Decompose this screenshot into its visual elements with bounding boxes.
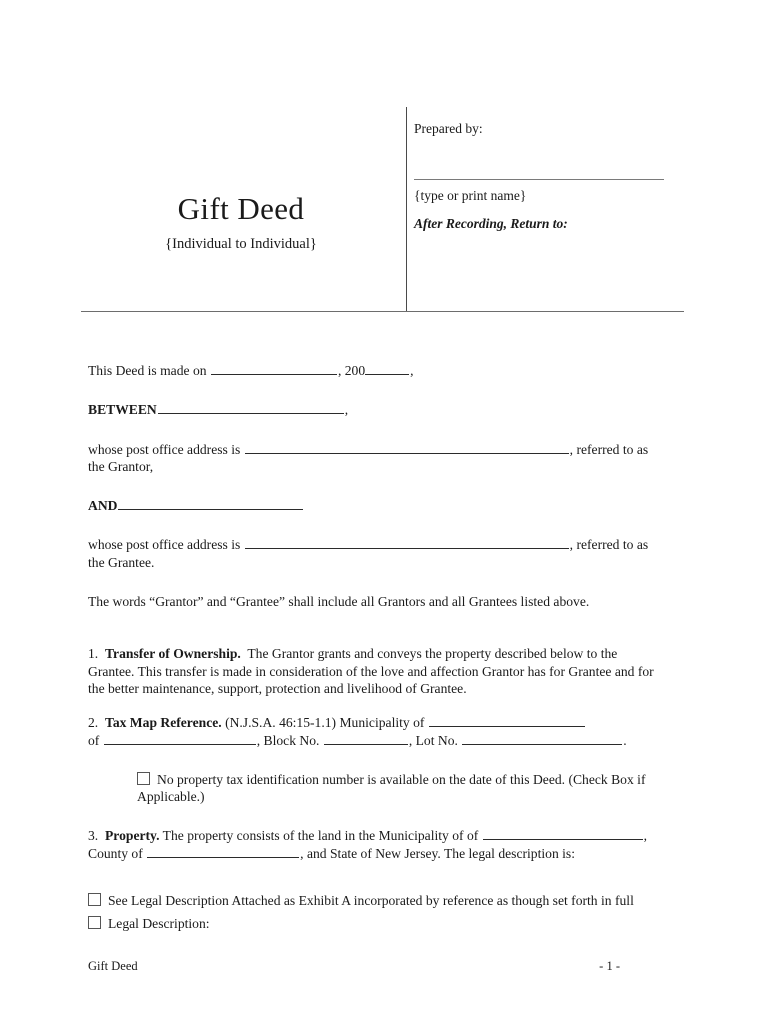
section-3-property <box>88 827 662 862</box>
block-number-field[interactable] <box>324 733 408 745</box>
municipality-field[interactable] <box>429 715 585 727</box>
between-line <box>88 401 662 418</box>
type-or-print-name-hint: {type or print name} <box>414 187 527 203</box>
grantee-name-field[interactable] <box>118 498 303 510</box>
section-2-text-a: (N.J.S.A. 46:15-1.1) Municipality of <box>225 715 428 731</box>
exhibit-a-checkbox-row[interactable] <box>88 892 662 909</box>
grantee-address-field[interactable] <box>245 537 569 549</box>
prepared-by-column <box>414 105 684 233</box>
county-of-field[interactable] <box>104 733 256 745</box>
section-2-text-b: of <box>88 732 103 748</box>
after-recording-return-to-label: After Recording, Return to: <box>414 216 568 232</box>
section-3-number: 3. <box>88 828 99 844</box>
section-3-text-c: County of <box>88 845 147 861</box>
header-bottom-rule <box>81 311 684 312</box>
property-county-field[interactable] <box>147 846 299 858</box>
deed-date-field[interactable] <box>211 363 337 375</box>
and-line <box>88 497 662 514</box>
grantor-address-label: whose post office address is <box>88 441 244 457</box>
deed-date-line <box>88 362 662 379</box>
deed-date-line-suffix: , <box>410 363 414 378</box>
deed-year-prefix: , 200 <box>337 363 366 378</box>
grantee-role-line: the Grantee. <box>88 554 155 570</box>
between-suffix: , <box>344 402 349 418</box>
grantee-address-suffix: , referred to as <box>569 537 649 553</box>
deed-year-field[interactable] <box>365 363 409 375</box>
no-tax-id-checkbox-row[interactable] <box>88 771 662 806</box>
grantee-address-line <box>88 536 662 553</box>
legal-description-checkbox-row[interactable] <box>88 915 662 932</box>
section-3-text-a: The property consists of the land in the Municipality of of <box>162 828 482 844</box>
section-2-number: 2. <box>88 715 99 731</box>
grantor-address-field[interactable] <box>245 442 569 454</box>
section-2-tax-map-reference <box>88 714 662 749</box>
section-3-text-b: , <box>643 828 648 844</box>
title-column <box>81 105 401 253</box>
document-header <box>81 105 684 312</box>
section-1-transfer-of-ownership <box>88 645 662 697</box>
checkbox-no-tax-id[interactable] <box>137 772 150 785</box>
legal-description-label: Legal Description: <box>108 916 210 932</box>
grantor-role-line: the Grantor, <box>88 458 154 474</box>
checkbox-see-legal-description-exhibit[interactable] <box>88 893 101 906</box>
grantee-address-label: whose post office address is <box>88 537 244 553</box>
header-vertical-divider <box>406 107 407 312</box>
section-2-text-d: , Lot No. <box>408 732 462 748</box>
footer-page-number: - 1 - <box>599 959 620 973</box>
page-footer <box>88 959 662 974</box>
grantor-address-line <box>88 441 662 458</box>
footer-document-name: Gift Deed <box>88 959 138 973</box>
property-municipality-field[interactable] <box>483 828 643 840</box>
section-1-number: 1. <box>88 646 99 662</box>
prepared-by-label: Prepared by: <box>414 121 483 136</box>
deed-made-on-text: This Deed is made on <box>88 363 210 378</box>
section-1-heading: Transfer of Ownership. <box>105 646 241 662</box>
checkbox-legal-description[interactable] <box>88 916 101 929</box>
no-tax-id-label: No property tax identification number is available on the date of this Deed. (Check Box if Applicable.) <box>137 771 646 805</box>
grantor-name-field[interactable] <box>158 402 344 414</box>
lot-number-field[interactable] <box>462 733 622 745</box>
section-1-text: The Grantor grants and conveys the property described below to the Grantee. This transfer is made in consideration of the love and affection Grantor has for Grantee and for the better maintenance, support, protection and livelihood of Grantee. <box>88 646 654 696</box>
document-subtitle: {Individual to Individual} <box>165 235 317 252</box>
grantor-address-suffix: , referred to as <box>569 441 649 457</box>
document-body <box>88 362 662 933</box>
section-2-text-c: , Block No. <box>256 732 323 748</box>
section-3-text-d: , and State of New Jersey. The legal description is: <box>300 845 575 861</box>
section-3-heading: Property. <box>105 828 160 844</box>
between-label: BETWEEN <box>88 402 157 418</box>
page-title: Gift Deed <box>177 191 305 226</box>
section-2-heading: Tax Map Reference. <box>105 715 222 731</box>
grantor-grantee-definition: The words “Grantor” and “Grantee” shall include all Grantors and all Grantees listed above. <box>88 594 590 610</box>
and-label: AND <box>88 498 118 514</box>
exhibit-a-label: See Legal Description Attached as Exhibit A incorporated by reference as though set forth in full <box>108 893 634 909</box>
section-2-text-e: . <box>623 732 627 748</box>
